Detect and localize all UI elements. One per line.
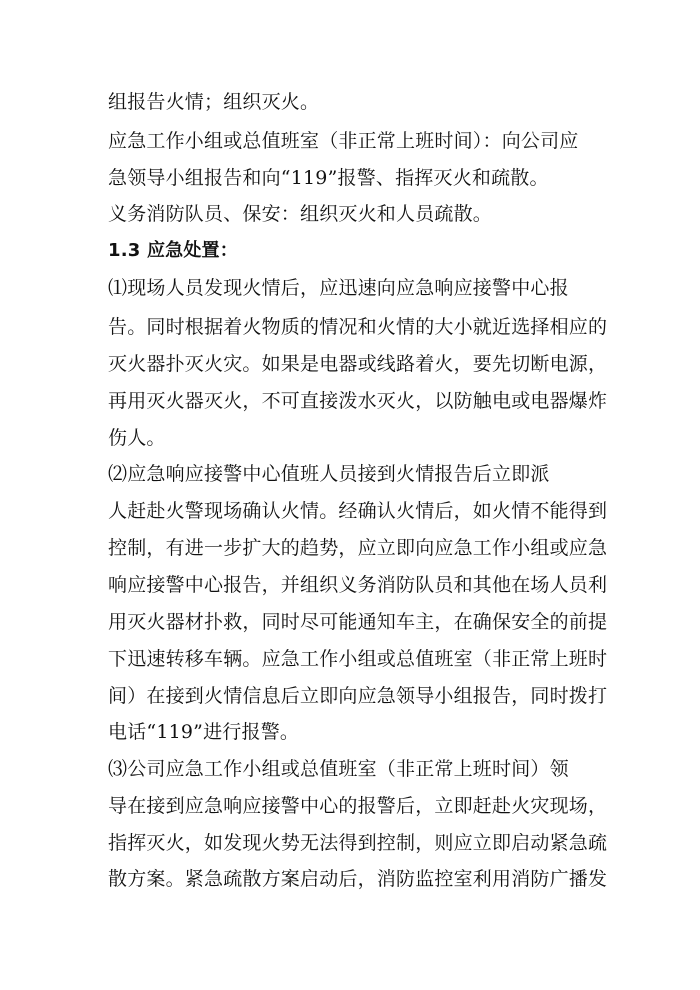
text-line: 灭火器扑灭火灾。如果是电器或线路着火，要先切断电源， (108, 353, 608, 375)
text-line: 告。同时根据着火物质的情况和火情的大小就近选择相应的 (108, 316, 608, 338)
text-line: 再用灭火器灭火，不可直接泼水灭火，以防触电或电器爆炸 (108, 390, 608, 412)
text-line: 间）在接到火情信息后立即向应急领导小组报告，同时拨打 (108, 685, 608, 707)
text-line: 义务消防队员、保安：组织灭火和人员疏散。 (108, 203, 493, 225)
text-line: 指挥灭火，如发现火势无法得到控制，则应立即启动紧急疏 (108, 832, 608, 854)
text-line: 伤人。 (108, 427, 166, 449)
section-heading: 1.3 应急处置： (108, 240, 238, 261)
text-line: 人赶赴火警现场确认火情。经确认火情后，如火情不能得到 (108, 500, 608, 522)
text-line: 下迅速转移车辆。应急工作小组或总值班室（非正常上班时 (108, 648, 608, 670)
text-line: 散方案。紧急疏散方案启动后，消防监控室利用消防广播发 (108, 868, 608, 890)
text-line: 急领导小组报告和向“119”报警、指挥灭火和疏散。 (108, 167, 549, 189)
text-line: 电话“119”进行报警。 (108, 721, 300, 743)
text-line: ⑵应急响应接警中心值班人员接到火情报告后立即派 (108, 463, 550, 485)
text-line: 用灭火器材扑救，同时尽可能通知车主，在确保安全的前提 (108, 611, 608, 633)
text-line: 响应接警中心报告，并组织义务消防队员和其他在场人员利 (108, 574, 608, 596)
text-line: 控制，有进一步扩大的趋势，应立即向应急工作小组或应急 (108, 537, 608, 559)
text-line: ⑶公司应急工作小组或总值班室（非正常上班时间）领 (108, 758, 569, 780)
text-line: 应急工作小组或总值班室（非正常上班时间）：向公司应 (108, 130, 579, 152)
text-line: ⑴现场人员发现火情后，应迅速向应急响应接警中心报 (108, 277, 569, 299)
text-line: 组报告火情；组织灭火。 (108, 91, 320, 113)
text-line: 导在接到应急响应接警中心的报警后，立即赶赴火灾现场， (108, 795, 608, 817)
